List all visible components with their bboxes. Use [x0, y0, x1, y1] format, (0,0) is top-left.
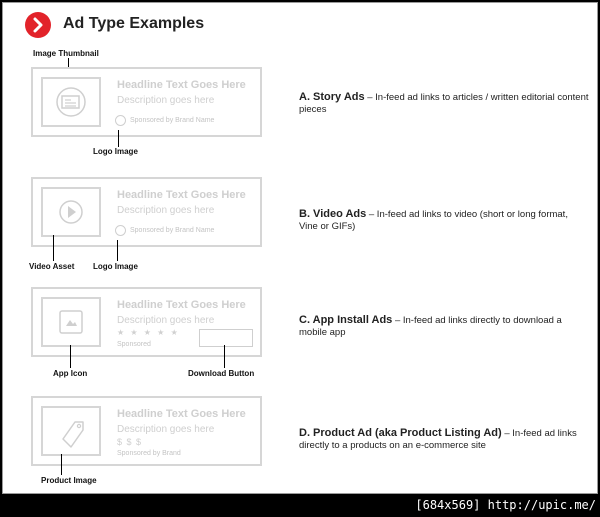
callout-line — [117, 240, 118, 261]
description-text: Description goes here — [117, 315, 215, 326]
callout-image-thumbnail: Image Thumbnail — [33, 49, 99, 58]
story-ads-description: A. Story Ads – In-feed ad links to articles / written editorial content pieces — [299, 91, 589, 115]
description-text: Description goes here — [117, 205, 215, 216]
video-ads-description: B. Video Ads – In-feed ad links to video (short or long format, Vine or GIFs) — [299, 208, 568, 232]
callout-logo-image: Logo Image — [93, 147, 138, 156]
callout-download-button: Download Button — [188, 369, 255, 378]
chevron-right-icon — [25, 12, 51, 38]
callout-line — [70, 345, 71, 368]
callout-video-asset: Video Asset — [29, 262, 75, 271]
diagram-frame — [2, 2, 598, 494]
sponsored-text: Sponsored by Brand Name — [130, 117, 215, 124]
headline-text: Headline Text Goes Here — [117, 189, 246, 201]
image-thumbnail — [41, 77, 101, 127]
play-icon — [43, 189, 99, 235]
app-icon — [41, 297, 101, 347]
app-install-ads-description: C. App Install Ads – In-feed ad links directly to download a mobile app — [299, 314, 562, 338]
headline-text: Headline Text Goes Here — [117, 79, 246, 91]
star-rating: ★ ★ ★ ★ ★ — [117, 328, 180, 337]
product-image — [41, 406, 101, 456]
video-ad-card — [31, 177, 262, 247]
download-button — [199, 329, 253, 347]
image-host-footer: [684x569] http://upic.me/ — [415, 498, 596, 512]
video-asset — [41, 187, 101, 237]
description-text: Description goes here — [117, 95, 215, 106]
headline-text: Headline Text Goes Here — [117, 299, 246, 311]
logo-image — [115, 225, 126, 236]
headline-text: Headline Text Goes Here — [117, 408, 246, 420]
logo-image — [115, 115, 126, 126]
callout-line — [224, 345, 225, 368]
story-ad-card — [31, 67, 262, 137]
product-ad-card — [31, 396, 262, 466]
callout-app-icon: App Icon — [53, 369, 88, 378]
callout-product-image: Product Image — [41, 476, 97, 485]
callout-line — [61, 454, 62, 475]
sponsored-text: Sponsored by Brand — [117, 450, 181, 457]
page-title: Ad Type Examples — [63, 15, 205, 32]
app-image-icon — [43, 299, 99, 345]
newspaper-icon — [43, 79, 99, 125]
price-text: $ $ $ — [117, 437, 143, 447]
sponsored-text: Sponsored — [117, 341, 151, 348]
price-tag-icon — [43, 408, 99, 454]
product-ad-description: D. Product Ad (aka Product Listing Ad) – In-feed ad links directly to a products on an e-commerce site — [299, 427, 577, 451]
app-install-ad-card — [31, 287, 262, 357]
description-text: Description goes here — [117, 424, 215, 435]
callout-logo-image: Logo Image — [93, 262, 138, 271]
sponsored-text: Sponsored by Brand Name — [130, 227, 215, 234]
callout-line — [53, 235, 54, 261]
callout-line — [118, 130, 119, 147]
